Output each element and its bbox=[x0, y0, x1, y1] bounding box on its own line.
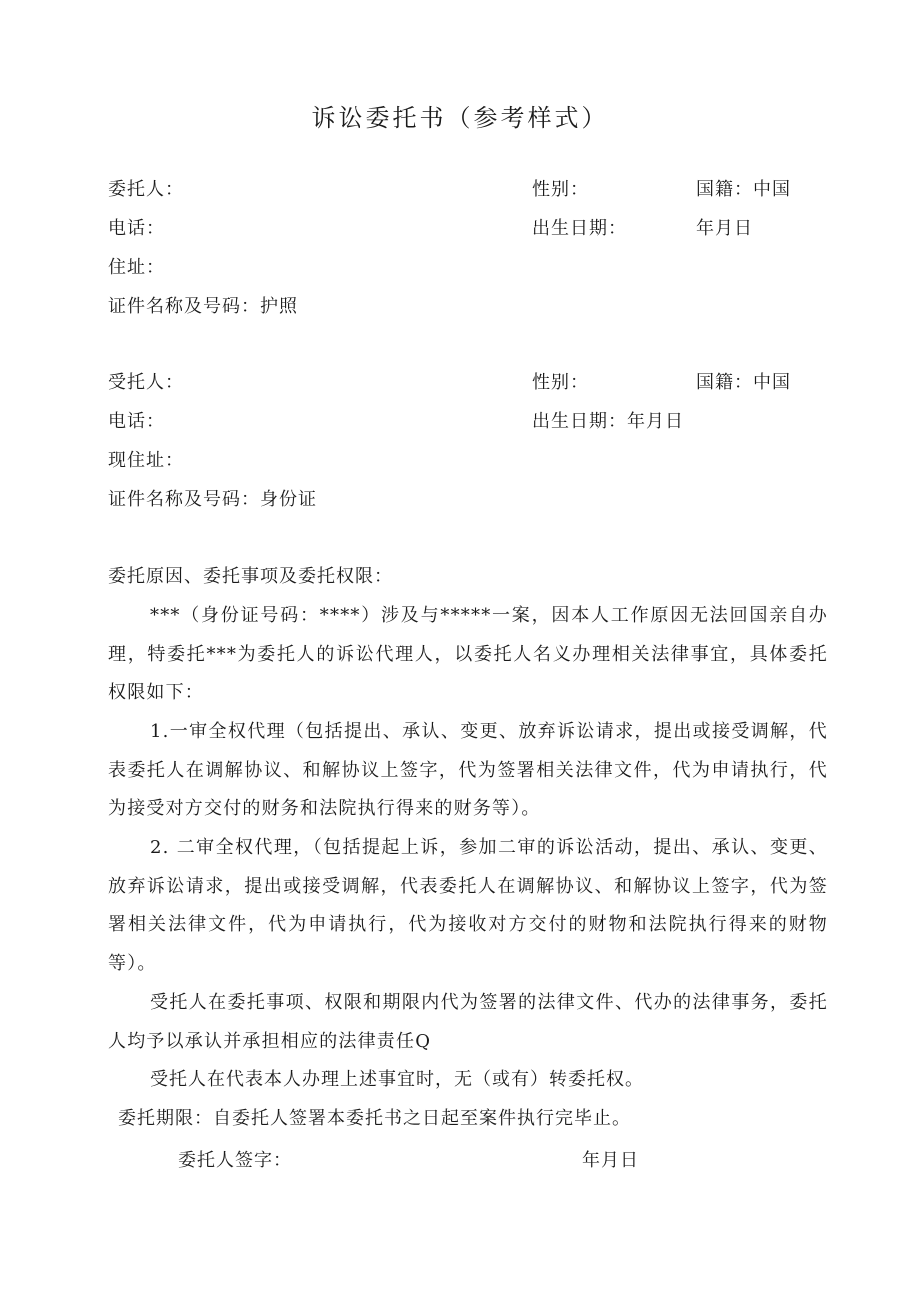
authority-heading: 委托原因、委托事项及委托权限： bbox=[108, 566, 393, 587]
document-title: 诉讼委托书（参考样式） bbox=[311, 104, 609, 132]
principal-gender-label: 性别： bbox=[532, 179, 589, 200]
acknowledge-paragraph: 受托人在委托事项、权限和期限内代为签署的法律文件、代办的法律事务，委托人均予以承认并承担相应的法律责任Q bbox=[108, 992, 828, 1052]
principal-birth-label: 出生日期： bbox=[532, 218, 627, 239]
period-paragraph: 委托期限：自委托人签署本委托书之日起至案件执行完毕止。 bbox=[118, 1108, 631, 1129]
transfer-paragraph: 受托人在代表本人办理上述事宜时，无（或有）转委托权。 bbox=[150, 1069, 644, 1090]
agent-birth-label: 出生日期：年月日 bbox=[532, 411, 684, 432]
agent-id-label: 证件名称及号码：身份证 bbox=[108, 489, 317, 510]
agent-phone-label: 电话： bbox=[108, 411, 165, 432]
principal-phone-label: 电话： bbox=[108, 218, 165, 239]
principal-name-label: 委托人： bbox=[108, 179, 184, 200]
principal-nationality: 国籍：中国 bbox=[696, 179, 791, 200]
authority-item-1: 1.一审全权代理（包括提出、承认、变更、放弃诉讼请求，提出或接受调解，代表委托人在调解协议、和解协议上签字，代为签署相关法律文件，代为申请执行，代为接受对方交付的财务和法院执行得来的财务等）。 bbox=[108, 721, 828, 819]
agent-nationality: 国籍：中国 bbox=[696, 372, 791, 393]
principal-address-label: 住址： bbox=[108, 257, 165, 278]
signature-label: 委托人签字： bbox=[178, 1150, 292, 1171]
signature-date: 年月日 bbox=[582, 1150, 639, 1171]
agent-gender-label: 性别： bbox=[532, 372, 589, 393]
agent-name-label: 受托人： bbox=[108, 372, 184, 393]
agent-address-label: 现住址： bbox=[108, 450, 184, 471]
principal-birth-value: 年月日 bbox=[696, 218, 753, 239]
principal-id-label: 证件名称及号码：护照 bbox=[108, 296, 298, 317]
authority-item-2: 2. 二审全权代理，（包括提起上诉，参加二审的诉讼活动，提出、承认、变更、放弃诉讼请求，提出或接受调解，代表委托人在调解协议、和解协议上签字，代为签署相关法律文件，代为申请执行，代为接收对方交付的财物和法院执行得来的财物等）。 bbox=[108, 837, 828, 974]
intro-paragraph: ***（身份证号码：****）涉及与*****一案，因本人工作原因无法回国亲自办理，特委托***为委托人的诉讼代理人，以委托人名义办理相关法律事宜，具体委托权限如下： bbox=[108, 605, 828, 703]
